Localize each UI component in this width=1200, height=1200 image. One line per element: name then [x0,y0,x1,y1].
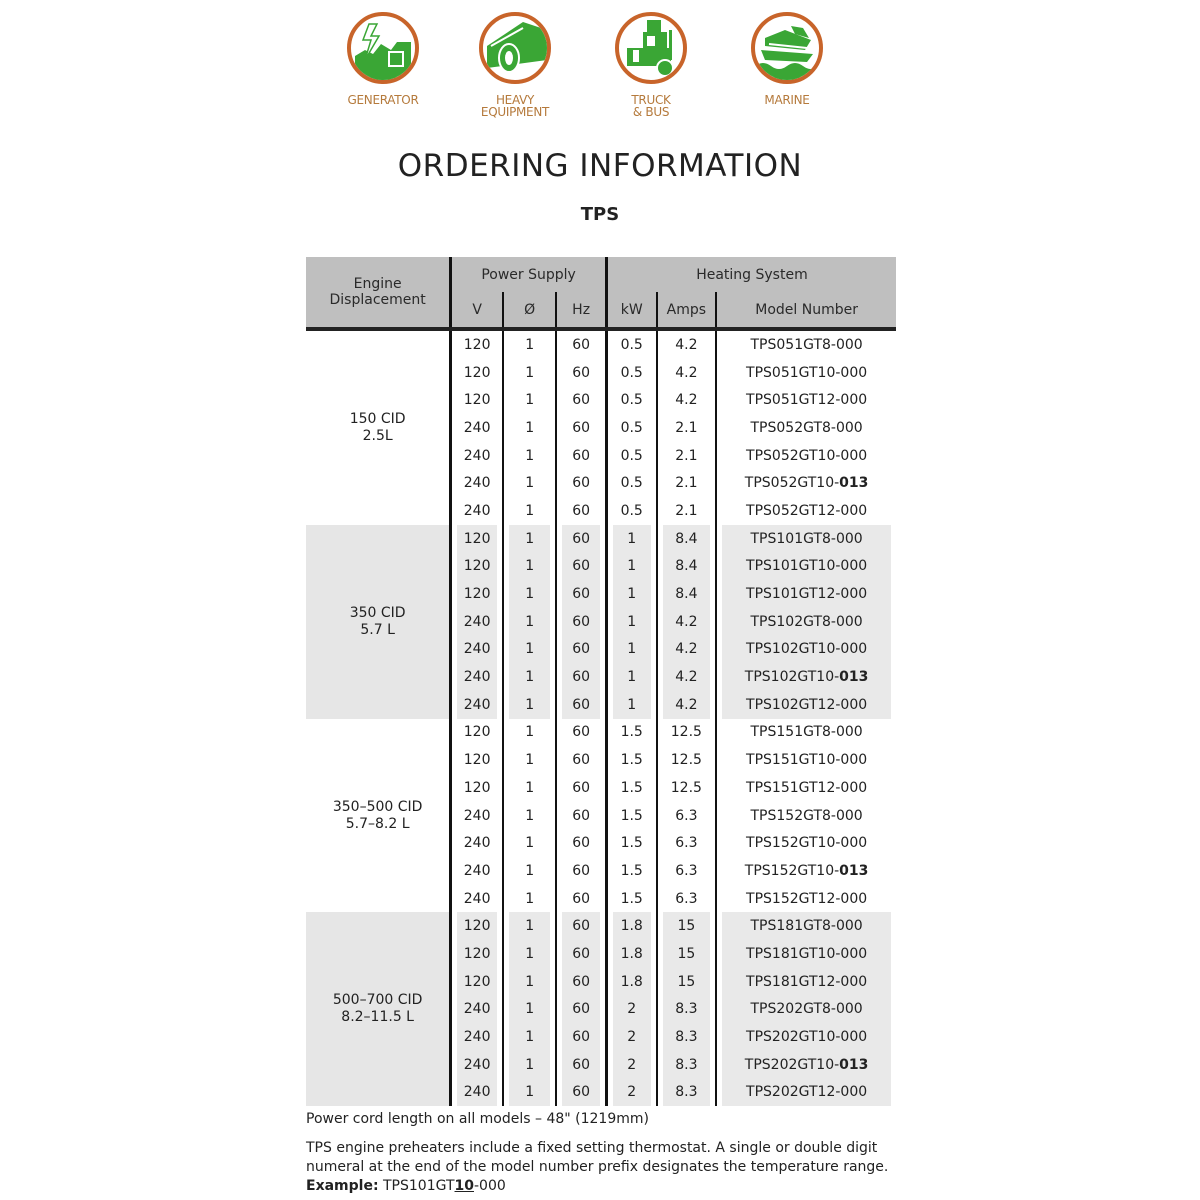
notes [306,1110,906,1196]
voltage-cell: 240 [451,636,503,664]
kw-cell: 1 [606,580,656,608]
hz-cell: 60 [556,802,606,830]
model-number-cell: TPS181GT8-000 [716,912,896,940]
phase-cell: 1 [503,469,556,497]
engine-displacement-cell: 500–700 CID 8.2–11.5 L [306,912,451,1106]
voltage-cell: 240 [451,497,503,525]
voltage-cell: 120 [451,774,503,802]
model-number-cell: TPS152GT12-000 [716,885,896,913]
phase-cell: 1 [503,580,556,608]
truck-icon [615,12,687,84]
generator-icon [347,12,419,84]
model-number-cell: TPS102GT10-000 [716,636,896,664]
phase-cell: 1 [503,414,556,442]
amps-cell: 4.2 [657,691,717,719]
table-row [306,719,896,747]
model-number-cell: TPS152GT10-013 [716,857,896,885]
phase-cell: 1 [503,329,556,359]
hz-cell: 60 [556,912,606,940]
phase-cell: 1 [503,857,556,885]
kw-cell: 1.5 [606,746,656,774]
hz-cell: 60 [556,940,606,968]
model-number-cell: TPS202GT10-013 [716,1051,896,1079]
phase-cell: 1 [503,802,556,830]
header-model-number: Model Number [716,292,896,329]
model-number-cell: TPS202GT8-000 [716,996,896,1024]
hz-cell: 60 [556,580,606,608]
amps-cell: 2.1 [657,414,717,442]
amps-cell: 8.4 [657,553,717,581]
kw-cell: 1 [606,608,656,636]
amps-cell: 6.3 [657,857,717,885]
hz-cell: 60 [556,996,606,1024]
model-number-cell: TPS151GT8-000 [716,719,896,747]
phase-cell: 1 [503,663,556,691]
hz-cell: 60 [556,553,606,581]
amps-cell: 8.3 [657,1051,717,1079]
model-number-cell: TPS052GT12-000 [716,497,896,525]
phase-cell: 1 [503,359,556,387]
icon-label: HEAVY EQUIPMENT [480,93,550,119]
icon-truck-bus [586,8,716,118]
model-number-cell: TPS101GT8-000 [716,525,896,553]
phase-cell: 1 [503,1051,556,1079]
model-number-cell: TPS202GT10-000 [716,1023,896,1051]
amps-cell: 4.2 [657,636,717,664]
application-icons [318,8,858,133]
amps-cell: 6.3 [657,802,717,830]
engine-displacement-cell: 350–500 CID 5.7–8.2 L [332,798,423,832]
hz-cell: 60 [556,1079,606,1107]
hz-cell: 60 [556,719,606,747]
phase-cell: 1 [503,497,556,525]
kw-cell: 0.5 [606,359,656,387]
voltage-cell: 120 [451,580,503,608]
hz-cell: 60 [556,414,606,442]
voltage-cell: 240 [451,1023,503,1051]
ordering-table [306,257,896,1106]
kw-cell: 1 [606,691,656,719]
hz-cell: 60 [556,469,606,497]
table-row [306,912,896,940]
table-row [306,525,896,553]
model-number-cell: TPS102GT10-013 [716,663,896,691]
phase-cell: 1 [503,719,556,747]
voltage-cell: 120 [451,912,503,940]
model-number-cell: TPS202GT12-000 [716,1079,896,1107]
kw-cell: 1.5 [606,802,656,830]
engine-displacement-cell: 350 CID 5.7 L [306,525,451,719]
model-number-cell: TPS051GT8-000 [716,329,896,359]
phase-cell: 1 [503,746,556,774]
kw-cell: 1 [606,663,656,691]
amps-cell: 6.3 [657,829,717,857]
icon-label: MARINE [764,93,810,107]
hz-cell: 60 [556,829,606,857]
kw-cell: 1.8 [606,968,656,996]
hz-cell: 60 [556,663,606,691]
amps-cell: 4.2 [657,663,717,691]
voltage-cell: 120 [451,968,503,996]
amps-cell: 4.2 [657,329,717,359]
phase-cell: 1 [503,996,556,1024]
hz-cell: 60 [556,691,606,719]
amps-cell: 8.3 [657,996,717,1024]
page-title: ORDERING INFORMATION [397,148,803,184]
amps-cell: 4.2 [657,608,717,636]
voltage-cell: 240 [451,996,503,1024]
phase-cell: 1 [503,774,556,802]
voltage-cell: 120 [451,525,503,553]
hz-cell: 60 [556,497,606,525]
voltage-cell: 240 [451,663,503,691]
voltage-cell: 240 [451,691,503,719]
model-number-cell: TPS101GT12-000 [716,580,896,608]
kw-cell: 1.5 [606,719,656,747]
kw-cell: 1.5 [606,774,656,802]
kw-cell: 0.5 [606,442,656,470]
header-heating-system: Heating System [606,257,896,292]
hz-cell: 60 [556,608,606,636]
kw-cell: 2 [606,1023,656,1051]
header-v: V [451,292,503,329]
header-engine-displacement: Engine Displacement [306,257,451,329]
model-number-cell: TPS181GT12-000 [716,968,896,996]
hz-cell: 60 [556,857,606,885]
voltage-cell: 120 [451,359,503,387]
amps-cell: 2.1 [657,469,717,497]
model-number-cell: TPS052GT10-000 [716,442,896,470]
amps-cell: 15 [657,912,717,940]
kw-cell: 1.5 [606,857,656,885]
kw-cell: 1 [606,636,656,664]
voltage-cell: 120 [451,940,503,968]
amps-cell: 2.1 [657,497,717,525]
hz-cell: 60 [556,359,606,387]
hz-cell: 60 [556,746,606,774]
voltage-cell: 240 [451,885,503,913]
cord-length-note: Power cord length on all models – 48" (1219mm) [306,1111,649,1127]
model-number-cell: TPS152GT10-000 [716,829,896,857]
thermostat-note: TPS engine preheaters include a fixed setting thermostat. A single or double digit numeral at the end of the model number prefix designates the temperature range. [306,1140,889,1175]
phase-cell: 1 [503,968,556,996]
hz-cell: 60 [556,1051,606,1079]
voltage-cell: 120 [451,719,503,747]
amps-cell: 12.5 [657,719,717,747]
table-row [306,329,896,359]
amps-cell: 2.1 [657,442,717,470]
phase-cell: 1 [503,525,556,553]
amps-cell: 8.3 [657,1023,717,1051]
voltage-cell: 240 [451,442,503,470]
phase-cell: 1 [503,940,556,968]
phase-cell: 1 [503,829,556,857]
phase-cell: 1 [503,553,556,581]
kw-cell: 0.5 [606,469,656,497]
kw-cell: 1 [606,525,656,553]
model-number-cell: TPS181GT10-000 [716,940,896,968]
ordering-table-body [306,329,896,1106]
kw-cell: 2 [606,996,656,1024]
product-subtitle: TPS [580,204,620,225]
kw-cell: 0.5 [606,329,656,359]
amps-cell: 4.2 [657,386,717,414]
hz-cell: 60 [556,442,606,470]
phase-cell: 1 [503,386,556,414]
header-power-supply: Power Supply [451,257,607,292]
hz-cell: 60 [556,525,606,553]
kw-cell: 1.5 [606,885,656,913]
icon-marine [722,8,852,106]
hz-cell: 60 [556,329,606,359]
amps-cell: 4.2 [657,359,717,387]
voltage-cell: 240 [451,1079,503,1107]
model-number-cell: TPS152GT8-000 [716,802,896,830]
voltage-cell: 240 [451,414,503,442]
voltage-cell: 120 [451,746,503,774]
icon-heavy-equipment [450,8,580,118]
model-number-cell: TPS102GT12-000 [716,691,896,719]
kw-cell: 2 [606,1051,656,1079]
amps-cell: 12.5 [657,774,717,802]
model-number-cell: TPS051GT12-000 [716,386,896,414]
phase-cell: 1 [503,636,556,664]
amps-cell: 15 [657,968,717,996]
voltage-cell: 240 [451,469,503,497]
model-number-cell: TPS101GT10-000 [716,553,896,581]
phase-cell: 1 [503,912,556,940]
header-kw: kW [606,292,656,329]
voltage-cell: 120 [451,386,503,414]
hz-cell: 60 [556,636,606,664]
hz-cell: 60 [556,885,606,913]
phase-cell: 1 [503,691,556,719]
kw-cell: 2 [606,1079,656,1107]
model-number-cell: TPS102GT8-000 [716,608,896,636]
voltage-cell: 240 [451,857,503,885]
voltage-cell: 240 [451,829,503,857]
header-amps: Amps [657,292,717,329]
model-number-cell: TPS051GT10-000 [716,359,896,387]
hz-cell: 60 [556,1023,606,1051]
header-hz: Hz [556,292,606,329]
voltage-cell: 240 [451,802,503,830]
kw-cell: 1.8 [606,912,656,940]
example-line: Example: TPS101GT10-000 [306,1178,506,1194]
kw-cell: 0.5 [606,386,656,414]
amps-cell: 8.4 [657,580,717,608]
amps-cell: 15 [657,940,717,968]
kw-cell: 1 [606,553,656,581]
kw-cell: 1.5 [606,829,656,857]
kw-cell: 1.8 [606,940,656,968]
kw-cell: 0.5 [606,497,656,525]
phase-cell: 1 [503,608,556,636]
boat-icon [751,12,823,84]
icon-generator [318,8,448,106]
engine-displacement-cell: 150 CID 2.5L [349,410,406,444]
amps-cell: 8.3 [657,1079,717,1107]
amps-cell: 8.4 [657,525,717,553]
amps-cell: 12.5 [657,746,717,774]
heavy-equipment-icon [479,12,551,84]
phase-cell: 1 [503,1079,556,1107]
phase-cell: 1 [503,1023,556,1051]
hz-cell: 60 [556,774,606,802]
model-number-cell: TPS151GT12-000 [716,774,896,802]
kw-cell: 0.5 [606,414,656,442]
hz-cell: 60 [556,968,606,996]
header-phase: Ø [503,292,556,329]
phase-cell: 1 [503,885,556,913]
voltage-cell: 240 [451,1051,503,1079]
phase-cell: 1 [503,442,556,470]
icon-label: GENERATOR [347,93,419,107]
model-number-cell: TPS151GT10-000 [716,746,896,774]
voltage-cell: 120 [451,553,503,581]
icon-label: TRUCK & BUS [631,93,671,119]
hz-cell: 60 [556,386,606,414]
amps-cell: 6.3 [657,885,717,913]
model-number-cell: TPS052GT10-013 [716,469,896,497]
voltage-cell: 120 [451,329,503,359]
voltage-cell: 240 [451,608,503,636]
model-number-cell: TPS052GT8-000 [716,414,896,442]
